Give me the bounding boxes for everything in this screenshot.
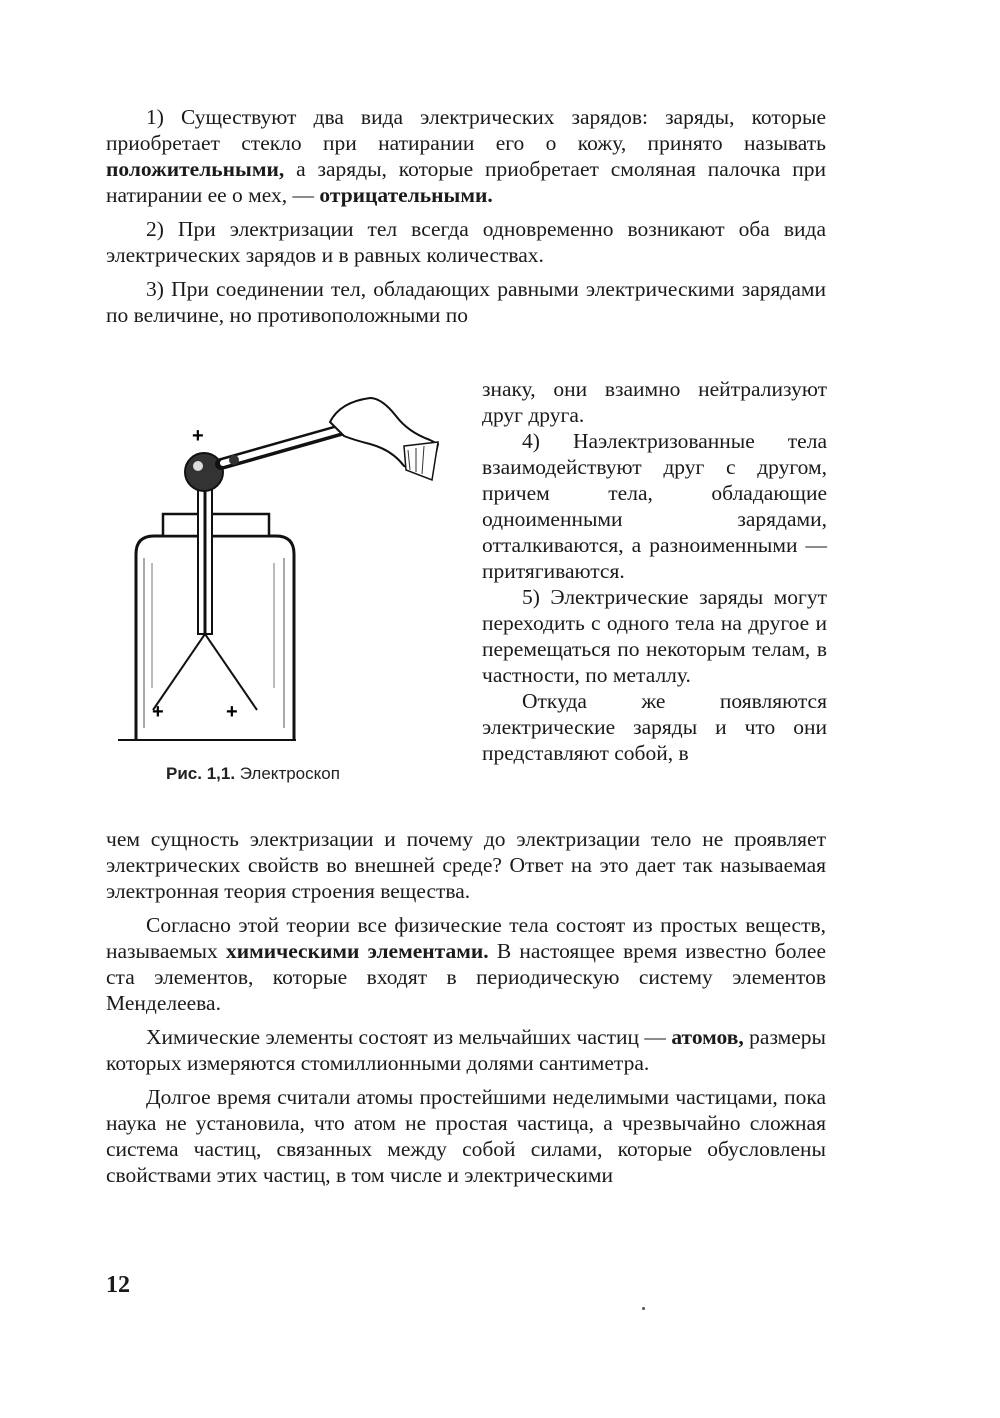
- paragraph-8: Химические элементы состоят из мельчайших частиц — атомов, размеры которых измеряются стомиллионными долями сантиметра.: [106, 1025, 826, 1075]
- paragraph-3-start: 3) При соединении тел, обладающих равными электрическими зарядами по величине, но противоположными по: [106, 277, 826, 327]
- page-number: 12: [106, 1272, 130, 1298]
- paragraph-3-end: знаку, они взаимно нейтрализуют друг друга.: [482, 377, 827, 427]
- term-atoms: атомов,: [671, 1025, 744, 1049]
- paragraph-6-end: чем сущность электризации и почему до электризации тело не проявляет электрических свойств во внешней среде? Ответ на это дает так называемая электронная теория строения вещества.: [106, 827, 826, 903]
- bottom-text-block: [106, 826, 826, 1188]
- paragraph-1: 1) Существуют два вида электрических зарядов: заряды, которые приобретает стекло при натирании его о кожу, принято называть положительными, а заряды, которые приобретает смоляная палочка при натирании ее о мех, — отрицательными.: [106, 105, 826, 207]
- paragraph-7: Согласно этой теории все физические тела состоят из простых веществ, называемых химическими элементами. В настоящее время известно более ста элементов, которые входят в периодическую систему элементов Менделеева.: [106, 913, 826, 1015]
- top-text-block: [106, 104, 826, 328]
- term-negative: отрицательными.: [319, 183, 493, 207]
- plus-sign-left: +: [152, 701, 164, 723]
- figure-caption: Рис. 1,1. Электроскоп: [166, 764, 340, 783]
- print-speck: [642, 1307, 645, 1310]
- plus-sign-top: +: [192, 425, 204, 447]
- right-column: [482, 376, 827, 766]
- plus-sign-right: +: [226, 701, 238, 723]
- paragraph-4: 4) Наэлектризованные тела взаимодействуют друг с другом, причем тела, обладающие одноименными зарядами, отталкиваются, а разноименными — притягиваются.: [482, 429, 827, 583]
- term-positive: положительными,: [106, 157, 285, 181]
- paragraph-5: 5) Электрические заряды могут переходить с одного тела на другое и перемещаться по некоторым телам, в частности, по металлу.: [482, 585, 827, 687]
- paragraph-2: 2) При электризации тел всегда одновременно возникают оба вида электрических зарядов и в равных количествах.: [106, 217, 826, 267]
- electroscope-figure: [108, 388, 448, 758]
- paragraph-9: Долгое время считали атомы простейшими неделимыми частицами, пока наука не установила, что атом не простая частица, а чрезвычайно сложная система частиц, связанных между собой силами, которые обусловлены свойствами этих частиц, в том числе и электрическими: [106, 1085, 826, 1187]
- term-chemical-elements: химическими элементами.: [225, 939, 489, 963]
- paragraph-6-start: Откуда же появляются электрические заряды и что они представляют собой, в: [482, 689, 827, 765]
